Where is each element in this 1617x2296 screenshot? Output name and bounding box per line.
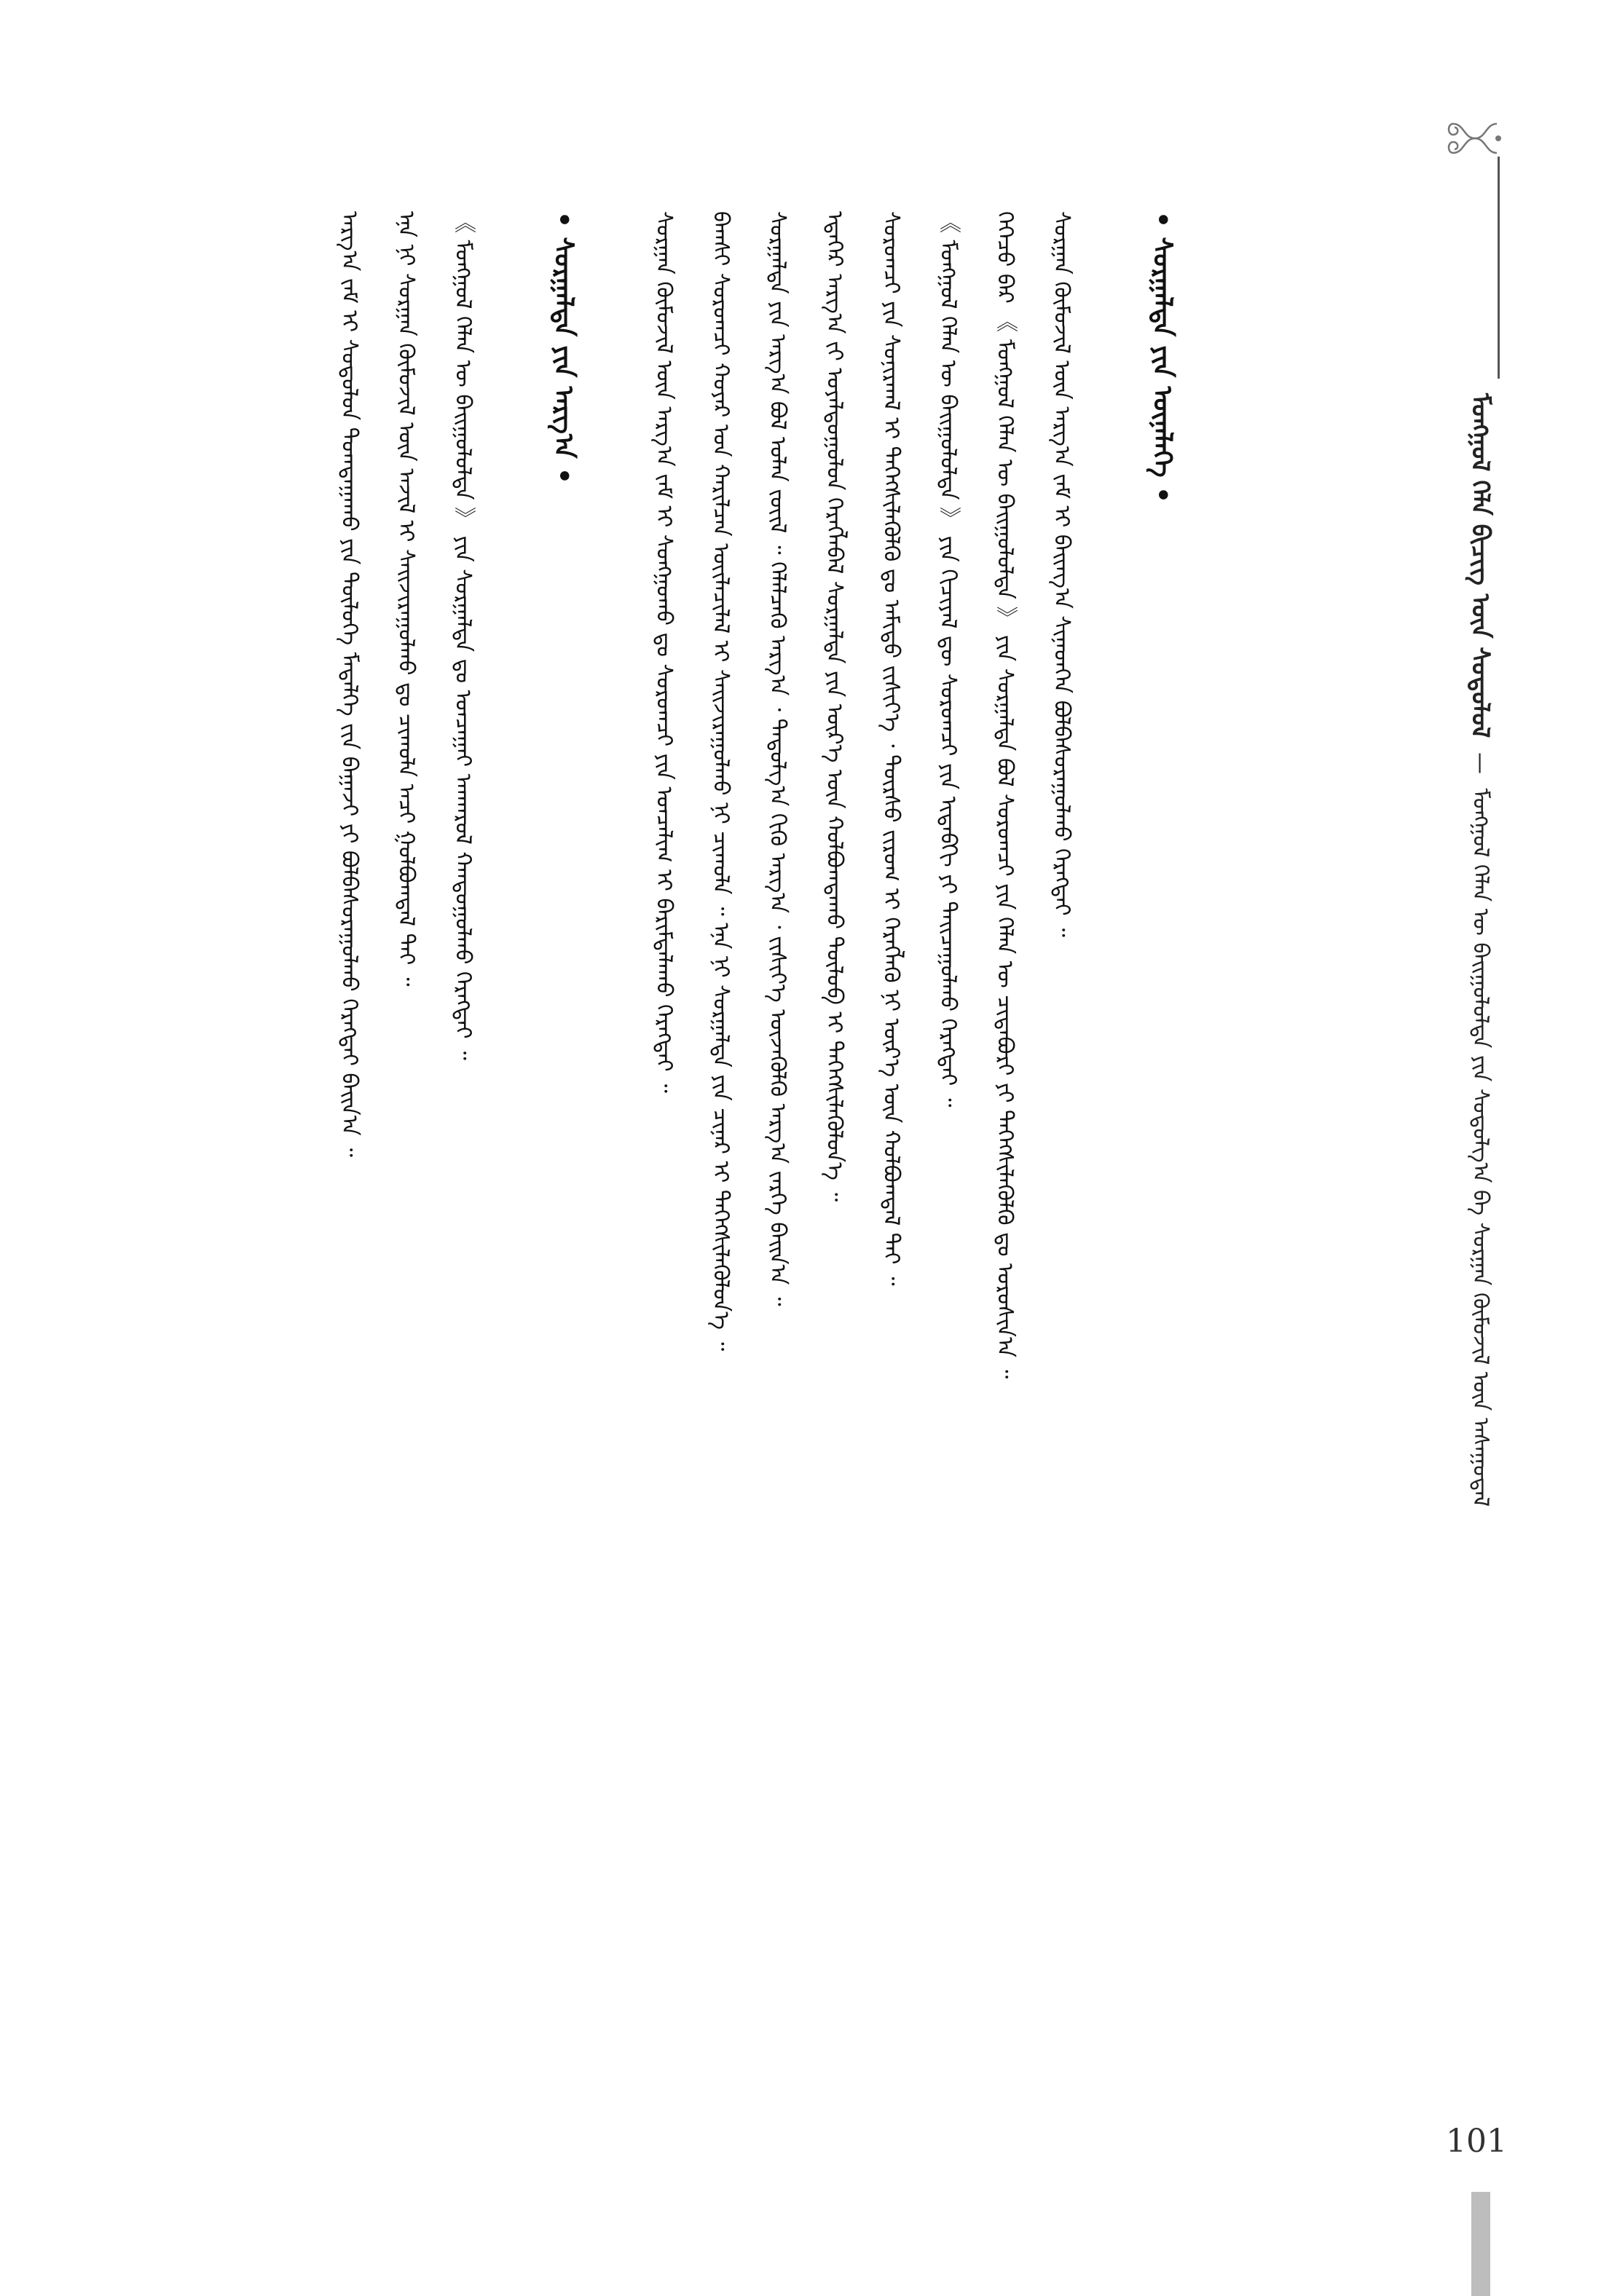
page-edge-tab — [1471, 2192, 1490, 2296]
text-column: 《 ᠮᠣᠩᠭᠣᠯ ᠬᠡᠯᠡᠨ ᠦ ᠪᠠᠢᠭᠤᠯᠤᠯᠳᠠ 》 ᠶᠢᠨ ᠰᠤᠷᠭᠠᠯᠲᠠ ᠳᠤ ᠣᠨᠴᠠᠭᠠᠢ ᠠᠨᠬᠠᠷᠤᠯ ᠬᠠᠨᠳᠤᠭᠤᠯᠬᠤ ᠬᠡᠷᠡᠭᠲᠡᠢ ᠃ — [450, 211, 476, 1060]
text-column: 《 ᠮᠣᠩᠭᠣᠯ ᠬᠡᠯᠡᠨ ᠦ ᠪᠠᠢᠭᠤᠯᠤᠯᠳᠠ 》 ᠶᠢᠨ ᠬᠢᠴᠢᠶᠡᠯ ᠳᠦ ᠰᠤᠷᠤᠭᠴᠢ ᠶᠢᠨ ᠢᠳᠡᠪᠬᠢ ᠶᠢ ᠳᠠᠢᠴᠠᠭᠤᠯᠬᠤ ᠬᠡᠷᠡᠭᠲᠡᠢ ᠃ — [935, 211, 961, 1108]
text-column: ᠠᠷᠭ᠎ᠠ ᠵᠠᠮ ᠢ ᠰᠤᠳᠤᠯᠤᠨ ᠲᠣᠭᠲᠠᠭᠠᠬᠤ ᠶᠢᠨ ᠲᠥᠯᠦᠭᠡ ᠮᠡᠳᠡᠯᠭᠡ ᠵᠢᠨ ᠪᠠᠭᠠᠵᠢ ᠶᠢ ᠪᠣᠯᠪᠠᠰᠤᠷᠠᠭᠤᠯᠬᠤ ᠬᠡᠷᠡᠭᠲᠡᠢ ᠪᠠᠢᠨ᠎ᠠ ᠃ — [337, 211, 362, 1157]
paragraph-gap — [1090, 211, 1133, 2068]
page-number: 101 — [1446, 2123, 1507, 2160]
body-text — [320, 211, 1340, 2068]
text-column: ᠰᠤᠷᠭᠠᠨ ᠬᠦᠮᠦᠵᠢᠯ ᠦᠨ ᠠᠷᠭ᠎ᠠ ᠵᠠᠮ ᠢ ᠰᠣᠩᠭᠣᠬᠤ ᠳᠤ ᠰᠤᠷᠤᠭᠴᠢ ᠶᠢᠨ ᠣᠨᠴᠠᠯᠢᠭ ᠢ ᠪᠠᠷᠢᠮᠲᠠᠯᠠᠬᠤ ᠬᠡᠷᠡᠭᠲᠡᠢ ᠃ — [651, 211, 677, 1093]
section-heading: • ᠰᠤᠷᠭᠠᠯᠲᠠ ᠶᠢᠨ ᠠᠷᠭ᠎ᠠ • — [548, 211, 578, 484]
header-rule — [1498, 157, 1500, 379]
text-column: ᠡᠨᠡ ᠨᠢ ᠰᠤᠷᠭᠠᠨ ᠬᠦᠮᠦᠵᠢᠯ ᠦᠨ ᠠᠵᠢᠯ ᠢ ᠰᠠᠢᠵᠢᠷᠠᠭᠤᠯᠬᠤ ᠳᠤ ᠴᠢᠬᠤᠯᠠ ᠠᠴᠢ ᠬ᠋ᠤᠯᠪᠤᠭᠳᠠᠯ ᠲᠠᠢ ᠃ — [393, 211, 419, 987]
section-heading: • ᠰᠤᠷᠭᠠᠯᠲᠠ ᠶᠢᠨ ᠦᠨᠡᠯᠡᠭᠡ • — [1147, 211, 1177, 504]
text-column: ᠰᠤᠷᠭᠠᠯᠲᠠ ᠶᠢᠨ ᠠᠷᠭ᠎ᠠ ᠪᠣᠯ ᠣᠯᠠᠨ ᠵᠦᠢᠯ ᠃ ᠬᠡᠯᠡᠯᠴᠡᠬᠦ ᠠᠷᠭ᠎ᠠ ᠂ ᠳᠠᠳᠤᠯᠭ᠎ᠠ ᠬᠢᠬᠦ ᠠᠷᠭ᠎ᠠ ᠂ ᠵᠢᠱᠢᠶ᠎ᠡ ᠦᠵᠡᠭᠦᠯᠬᠦ ᠠᠷᠭ᠎ᠠ ᠵᠡᠷᠭᠡ ᠪᠠᠢᠨ᠎ᠠ ᠃ — [765, 211, 790, 1306]
book-title: ᠮᠣᠩᠭᠣᠯ ᠬᠡᠯᠡ ᠪᠢᠴᠢᠭ᠌ ᠦᠨ ᠰᠤᠳᠤᠯᠤᠯ — [1465, 393, 1495, 738]
running-header — [1465, 393, 1495, 1507]
paragraph-gap — [591, 211, 635, 2068]
paragraph-gap — [491, 211, 535, 2068]
text-column: ᠡᠳᠡᠭᠡᠷ ᠠᠷᠭ᠎ᠠ ᠵᠢ ᠤᠶᠠᠯᠳᠤᠭᠤᠯᠤᠨ ᠬᠡᠷᠡᠭᠯᠡᠪᠡᠯ ᠰᠤᠷᠭᠠᠯᠲᠠ ᠶᠢᠨ ᠦᠷ᠎ᠡ ᠦᠨ ᠬᠣᠯᠪᠣᠭᠳᠠᠬᠤ ᠲᠥᠯᠦᠪ ᠢ ᠳᠡᠭᠡᠭᠰᠢᠯᠡᠭᠦᠯᠦᠨ᠎ᠡ ᠃ — [822, 211, 847, 1202]
text-column: ᠰᠤᠷᠭᠠᠨ ᠬᠦᠮᠦᠵᠢᠯ ᠦᠨ ᠠᠷᠭ᠎ᠠ ᠵᠠᠮ ᠢ ᠪᠠᠢᠨᠭ᠎ᠠ ᠰᠢᠨᠡᠳᠬᠡᠨ ᠪᠣᠯᠪᠠᠰᠤᠷᠠᠭᠤᠯᠬᠤ ᠬᠡᠷᠡᠭᠲᠡᠢ ᠃ — [1049, 211, 1074, 937]
text-column: ᠰᠤᠷᠤᠭᠴᠢ ᠶᠢᠨ ᠰᠣᠨᠢᠷᠬᠠᠯ ᠢ ᠳᠡᠭᠡᠭᠰᠢᠯᠡᠭᠦᠯᠬᠦ ᠳᠤ ᠠᠮᠢᠳᠤ ᠵᠢᠱᠢᠶ᠎ᠡ ᠂ ᠳᠦᠷᠰᠦ ᠵᠢᠷᠤᠭ ᠢ ᠬᠡᠷᠡᠭᠯᠡᠬᠦ ᠨᠢ ᠦᠷ᠎ᠡ ᠦᠨ ᠬᠣᠯᠪᠣᠭᠳᠠᠯ ᠲᠠᠢ ᠃ — [878, 211, 904, 1286]
chapter-title: ᠮᠣᠩᠭᠣᠯ ᠬᠡᠯᠡᠨ ᠦ ᠪᠠᠢᠭᠤᠯᠤᠯᠳᠠ ᠶᠢᠨ ᠰᠤᠳᠤᠯᠭ᠎ᠠ ᠪᠠ ᠰᠤᠷᠭᠠᠨ ᠬᠦᠮᠦᠵᠢᠯ ᠦᠨ ᠠᠰᠠᠭᠤᠳᠠᠯ — [1468, 788, 1493, 1507]
scroll-ornament-icon — [1446, 120, 1504, 157]
text-column: ᠭᠡᠭᠡᠴᠦ ᠪᠡᠷ 《 ᠮᠣᠩᠭᠣᠯ ᠬᠡᠯᠡᠨ ᠦ ᠪᠠᠢᠭᠤᠯᠤᠯᠳᠠ 》 ᠶᠢᠨ ᠰᠤᠷᠭᠠᠯᠲᠠ ᠪᠣᠯ ᠰᠤᠷᠤᠭᠴᠢ ᠶᠢᠨ ᠬᠡᠯᠡᠨ ᠦ ᠴᠢᠳᠠᠪᠤᠷᠢ ᠶᠢ ᠳᠡᠭᠡᠭᠰᠢᠯᠡᠭᠦᠯᠬᠦ ᠳᠤ ᠣᠷᠣᠰᠢᠨ᠎ᠠ ᠃ — [992, 211, 1018, 1379]
text-column: ᠪᠠᠭᠰᠢ ᠰᠤᠷᠤᠭᠴᠢ ᠬᠣᠶᠠᠷ ᠤᠨ ᠬᠠᠷᠢᠯᠴᠠᠨ ᠦᠢᠯᠡᠴᠢᠯᠡᠯ ᠢ ᠰᠠᠢᠵᠢᠷᠠᠭᠤᠯᠬᠤ ᠨᠢ ᠴᠢᠬᠤᠯᠠ ᠃ ᠡᠨᠡ ᠨᠢ ᠰᠤᠷᠭᠠᠯᠲᠠ ᠶᠢᠨ ᠴᠢᠨᠠᠷ ᠢ ᠳᠡᠭᠡᠭᠰᠢᠯᠡᠭᠦᠯᠦᠨ᠎ᠡ ᠃ — [708, 211, 733, 1352]
header-separator: — — [1468, 751, 1493, 774]
